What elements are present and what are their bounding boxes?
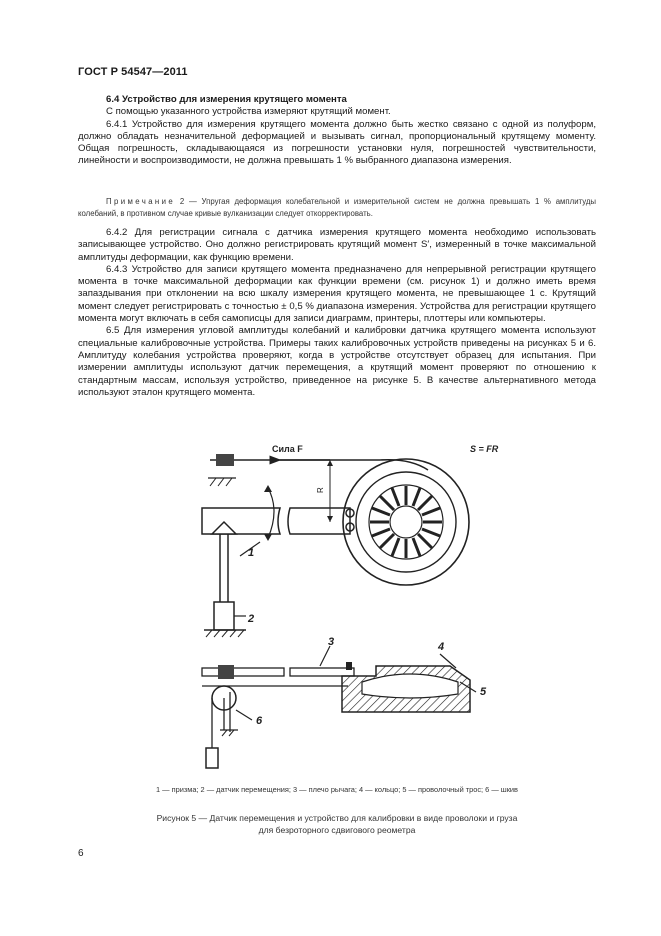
label-6: 6	[256, 715, 263, 727]
wire-with-clamp	[210, 454, 428, 470]
figure-5-diagram	[180, 430, 520, 780]
r-label: R	[316, 487, 325, 493]
section-intro: С помощью указанного устройства измеряют крутящий момент.	[106, 106, 391, 118]
note-label: Примечание	[106, 197, 176, 206]
section-6-4-2-to-6-5	[78, 227, 596, 399]
ground-hatch-top	[208, 478, 236, 486]
paragraph-6-4-2: 6.4.2 Для регистрации сигнала с датчика измерения крутящего момента необходимо использовать записывающее устройство. Оно должно регистрировать крутящий момент S′, измеренный в точке максимальной амплитуды деформации, как функцию времени.	[78, 227, 596, 263]
prism	[212, 522, 236, 602]
force-label: Сила F	[272, 444, 303, 454]
calibration-weight	[206, 748, 218, 768]
paragraph-6-4-3: 6.4.3 Устройство для записи крутящего момента предназначено для непрерывной регистрации крутящего момента в точке максимальной деформации как функции времени (см. рисунок 1) и должно иметь время запаздывания при отклонении на всю шкалу измерения крутящего момента, не превышающее 1 с. Крутящий момент следует регистрировать с точностью ± 0,5 % диапазона измерения. Устройства для регистрации крутящего момента могут включать в себя самописцы для записи диаграмм, принтеры, плоттеры или компьютеры.	[78, 263, 596, 325]
label-4: 4	[438, 641, 445, 653]
figure-caption	[78, 812, 596, 836]
note-text: 2 — Упругая деформация колебательной и измерительной систем не должна превышать 1 % амплитуды колебаний, в противном случае кривые вулканизации следует откорректировать.	[78, 197, 596, 218]
paragraph-6-5: 6.5 Для измерения угловой амплитуды колебаний и калибровки датчика крутящего момента используют специальные калибровочные устройства. Примеры таких калибровочных устройств приведены на рисунках 5 и 6. Амплитуду колебания устройства проверяют, когда в устройстве отсутствует образец для испытания. При измерении амплитуды используют датчик перемещения, а крутящий момент проверяют по отношению к стандартным массам, используя устройство, приведенное на рисунке 5. В качестве альтернативного метода используют эталон крутящего момента.	[78, 325, 596, 398]
caption-line-1: Рисунок 5 — Датчик перемещения и устройство для калибровки в виде проволоки и груза	[156, 813, 518, 823]
rotor-disc	[343, 459, 469, 585]
document-header: ГОСТ Р 54547—2011	[78, 66, 188, 78]
formula-label: S = FR	[470, 444, 499, 454]
section-6-4	[78, 94, 596, 168]
label-2: 2	[248, 613, 255, 625]
label-1: 1	[248, 547, 255, 559]
lever-arm-lower	[202, 662, 354, 679]
page-number: 6	[78, 848, 84, 859]
displacement-sensor	[204, 602, 246, 637]
label-3: 3	[328, 636, 335, 648]
figure-legend: 1 — призма; 2 — датчик перемещения; 3 — плечо рычага; 4 — кольцо; 5 — проволочный трос; 6 — шкив	[156, 785, 518, 794]
ring-housing	[342, 666, 470, 712]
paragraph-6-4-1: 6.4.1 Устройство для измерения крутящего момента должно быть жестко связано с одной из полуформ, должно обладать незначительной деформацией и вызывать сигнал, пропорциональный крутящему моменту. Общая погрешность, складывающаяся из погрешности установки нуля, погрешностей чувствительности, линейности и воспроизводимости, не должна превышать 1 % выбранного диапазона измерения.	[78, 118, 596, 167]
note-2	[78, 196, 596, 219]
label-5: 5	[480, 686, 487, 698]
pulley	[212, 686, 238, 748]
caption-line-2: для безроторного сдвигового реометра	[258, 825, 416, 835]
section-title: 6.4 Устройство для измерения крутящего момента	[106, 94, 347, 105]
